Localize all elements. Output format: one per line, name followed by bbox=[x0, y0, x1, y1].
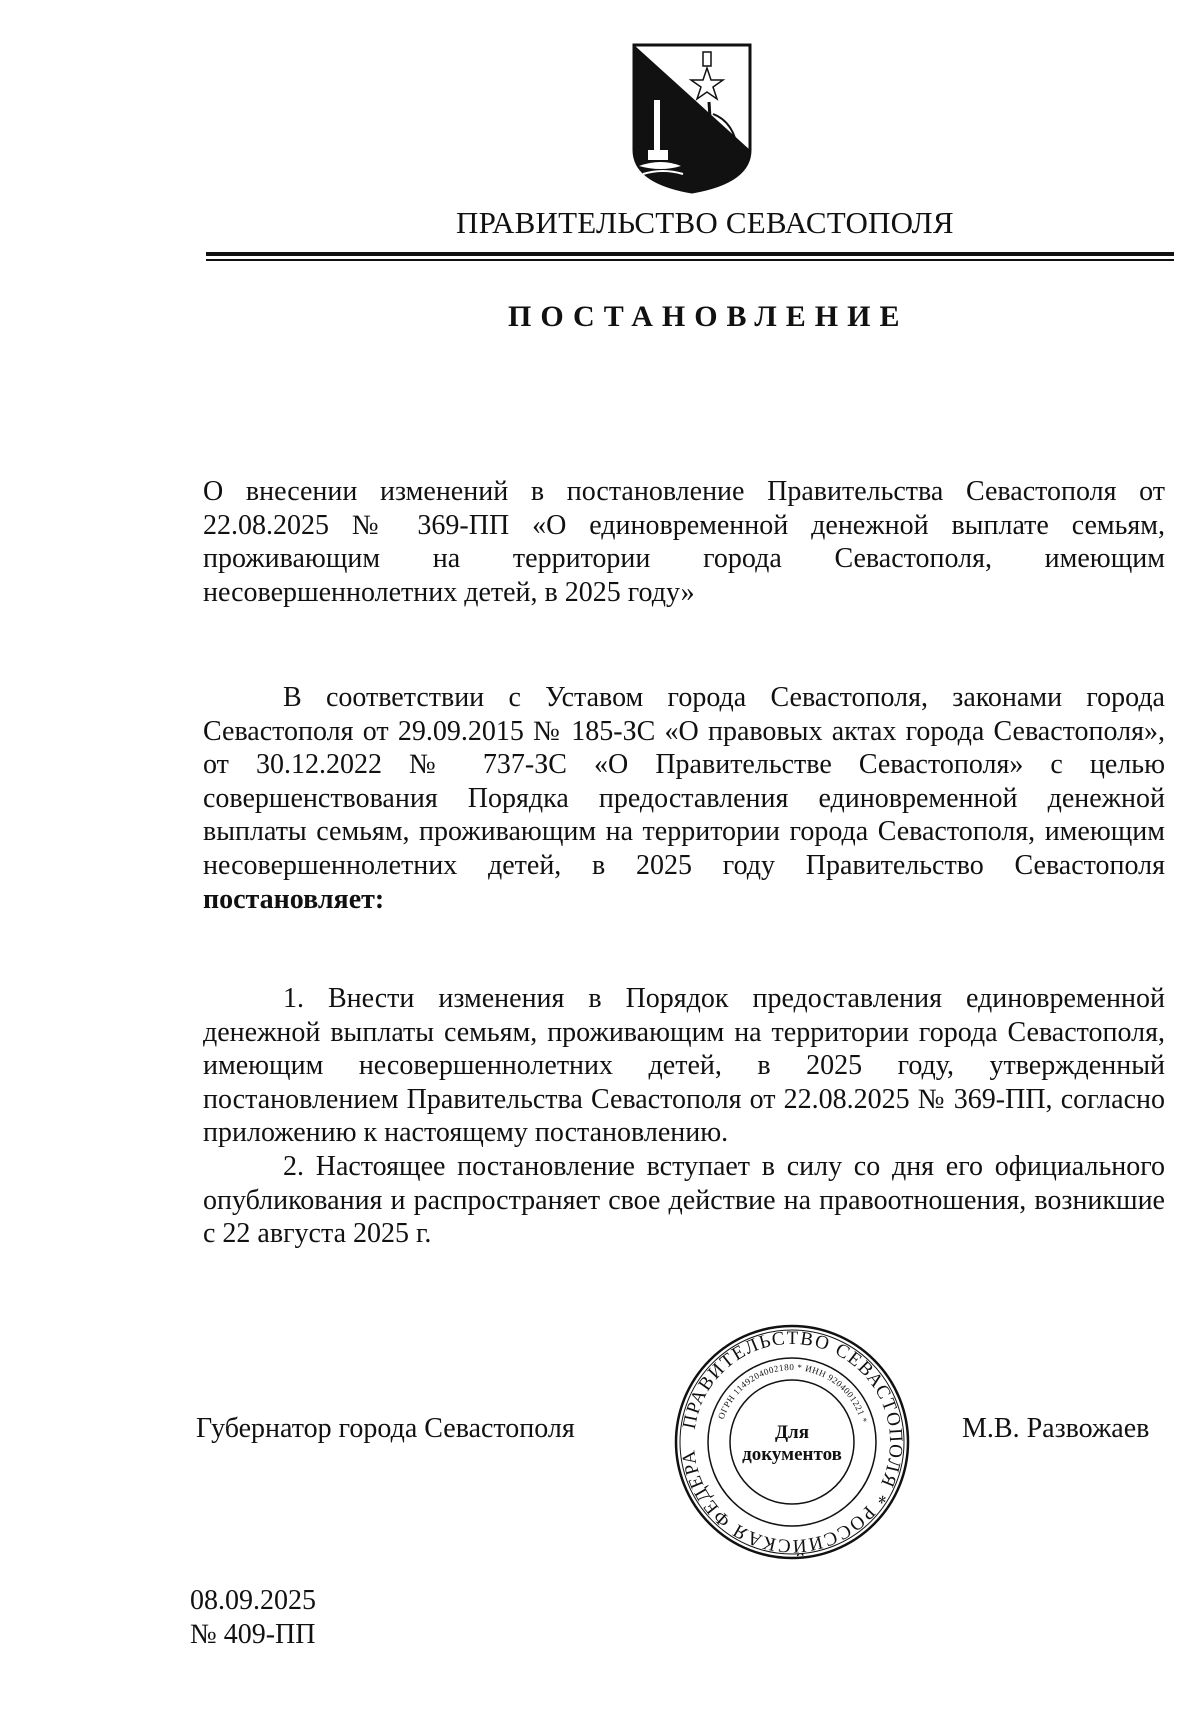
signatory-name: М.В. Развожаев bbox=[962, 1413, 1150, 1444]
resolution-item-1: 1. Внести изменения в Порядок предоставления единовременной денежной выплаты семьям, проживающим на территории города Севастополя, имеющим несовершеннолетних детей, в 2025 году, утвержденный постановлением Правительства Севастополя от 22.08.2025 № 369-ПП, согласно приложению к настоящему постановлению. bbox=[203, 983, 1165, 1149]
sevastopol-coat-of-arms-icon bbox=[631, 42, 753, 194]
resolution-item-2: 2. Настоящее постановление вступает в силу со дня его официального опубликования и распространяет свое действие на правоотношения, возникшие с 22 августа 2025 г. bbox=[203, 1151, 1165, 1250]
preamble-text: В соответствии с Уставом города Севастополя, законами города Севастополя от 29.09.2015 № 185-ЗС «О правовых актах города Севастополя», от 30.12.2022 № 737-ЗС «О Правительстве Севастополя» с целью совершенствования Порядка предоставления единовременной денежной выплаты семьям, проживающим на территории города Севастополя, имеющим несовершеннолетних детей, в 2025 году Правительство Севастополя bbox=[203, 682, 1165, 881]
org-name: ПРАВИТЕЛЬСТВО СЕВАСТОПОЛЯ bbox=[456, 205, 954, 240]
document-date: 08.09.2025 bbox=[190, 1585, 316, 1616]
document-number: № 409-ПП bbox=[190, 1619, 316, 1650]
signatory-position: Губернатор города Севастополя bbox=[196, 1413, 575, 1444]
seal-center-line-1: Для bbox=[774, 1422, 810, 1443]
official-seal-icon bbox=[672, 1322, 912, 1562]
preamble-paragraph bbox=[203, 681, 1165, 916]
header-divider bbox=[206, 252, 1174, 264]
svg-text:ОГРН 1149204002180 * ИНН 92040 bbox=[716, 1362, 869, 1424]
seal-inner-text: ОГРН 1149204002180 * ИНН 9204001221 * bbox=[715, 1361, 870, 1425]
preamble-decision-word: постановляет: bbox=[203, 883, 385, 915]
seal-center-line-2: документов bbox=[742, 1444, 842, 1465]
seal-outer-text: ПРАВИТЕЛЬСТВО СЕВАСТОПОЛЯ * РОССИЙСКАЯ ФЕДЕРА bbox=[678, 1327, 907, 1557]
document-type-heading: ПОСТАНОВЛЕНИЕ bbox=[508, 300, 909, 333]
document-title: О внесении изменений в постановление Правительства Севастополя от 22.08.2025 № 369-ПП «О единовременной денежной выплате семьям, проживающим на территории города Севастополя, имеющим несовершеннолетних детей, в 2025 году» bbox=[203, 476, 1165, 608]
